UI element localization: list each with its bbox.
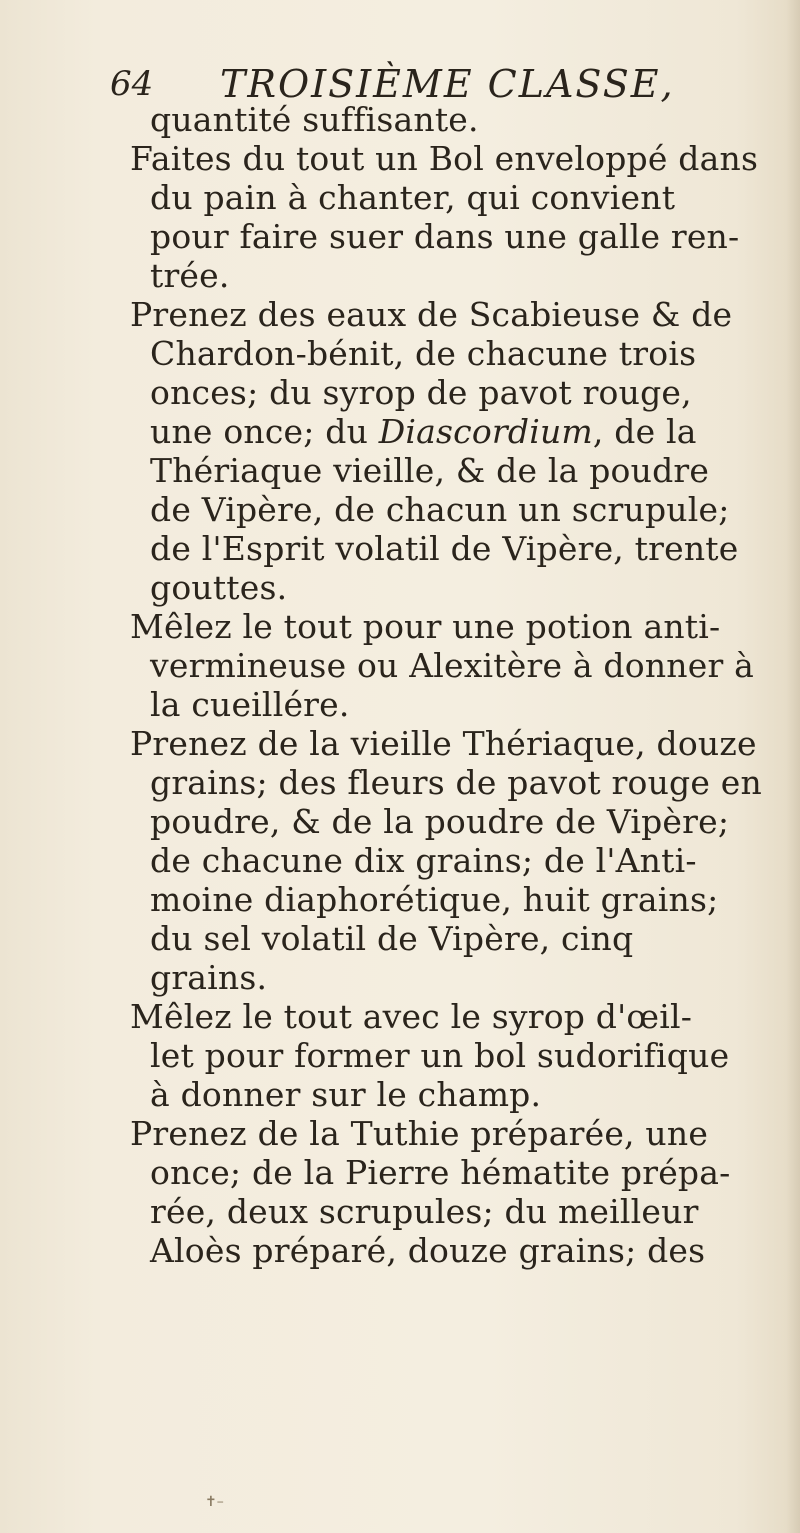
paragraph-first-line [130,139,790,178]
text-line [150,256,790,295]
text-segment: poudre, & de la poudre de Vipère; [150,802,730,841]
text-segment: rée, deux scrupules; du meilleur [150,1192,699,1231]
text-segment: du sel volatil de Vipère, cinq [150,919,634,958]
text-segment: let pour former un bol sudorifique [150,1036,730,1075]
text-line [150,763,790,802]
text-line [150,1231,790,1270]
paragraph-first-line [130,295,790,334]
text-line [150,1192,790,1231]
text-segment: Mêlez le tout avec le syrop d'œil- [130,997,693,1036]
text-line [150,490,790,529]
text-line [150,646,790,685]
text-line [150,412,790,451]
body-text [130,100,790,1270]
text-line [150,178,790,217]
text-line [150,451,790,490]
text-line [150,100,790,139]
text-segment: Mêlez le tout pour une potion anti- [130,607,721,646]
paragraph-first-line [130,1114,790,1153]
text-line [150,880,790,919]
text-segment: Aloès préparé, douze grains; des [150,1231,706,1270]
text-segment: de Vipère, de chacun un scrupule; [150,490,730,529]
text-segment: Chardon-bénit, de chacune trois [150,334,697,373]
text-segment: , de la [592,412,697,451]
text-segment: quantité suffisante. [150,100,479,139]
text-segment: une once; du [150,412,379,451]
text-segment: grains; des fleurs de pavot rouge en [150,763,762,802]
text-segment: gouttes. [150,568,288,607]
paragraph-first-line [130,607,790,646]
text-segment: once; de la Pierre hématite prépa- [150,1153,731,1192]
paragraph-first-line [130,724,790,763]
text-segment: grains. [150,958,268,997]
text-line [150,802,790,841]
running-title: TROISIÈME CLASSE, [220,62,675,106]
page-number: 64 [110,64,154,104]
text-line [150,1153,790,1192]
text-line [150,1036,790,1075]
text-segment: de chacune dix grains; de l'Anti- [150,841,697,880]
text-segment: pour faire suer dans une galle ren- [150,217,740,256]
text-segment: trée. [150,256,230,295]
text-segment: la cueillére. [150,685,350,724]
text-line [150,685,790,724]
text-line [150,529,790,568]
text-line [150,841,790,880]
text-line [150,217,790,256]
text-line [150,373,790,412]
text-segment: moine diaphorétique, huit grains; [150,880,719,919]
text-line [150,958,790,997]
text-segment: Faites du tout un Bol enveloppé dans [130,139,759,178]
text-line [150,334,790,373]
text-segment: Prenez de la vieille Thériaque, douze [130,724,757,763]
text-line [150,919,790,958]
paragraph-first-line [130,997,790,1036]
text-segment: de l'Esprit volatil de Vipère, trente [150,529,739,568]
printer-mark: ✝– [205,1494,224,1510]
text-segment: Thériaque vieille, & de la poudre [150,451,710,490]
text-segment: Prenez de la Tuthie préparée, une [130,1114,709,1153]
text-segment: à donner sur le champ. [150,1075,542,1114]
text-line [150,1075,790,1114]
italic-term: Diascordium [378,412,593,451]
text-segment: Prenez des eaux de Scabieuse & de [130,295,733,334]
text-segment: onces; du syrop de pavot rouge, [150,373,692,412]
text-line [150,568,790,607]
text-segment: du pain à chanter, qui convient [150,178,676,217]
text-segment: vermineuse ou Alexitère à donner à [150,646,754,685]
